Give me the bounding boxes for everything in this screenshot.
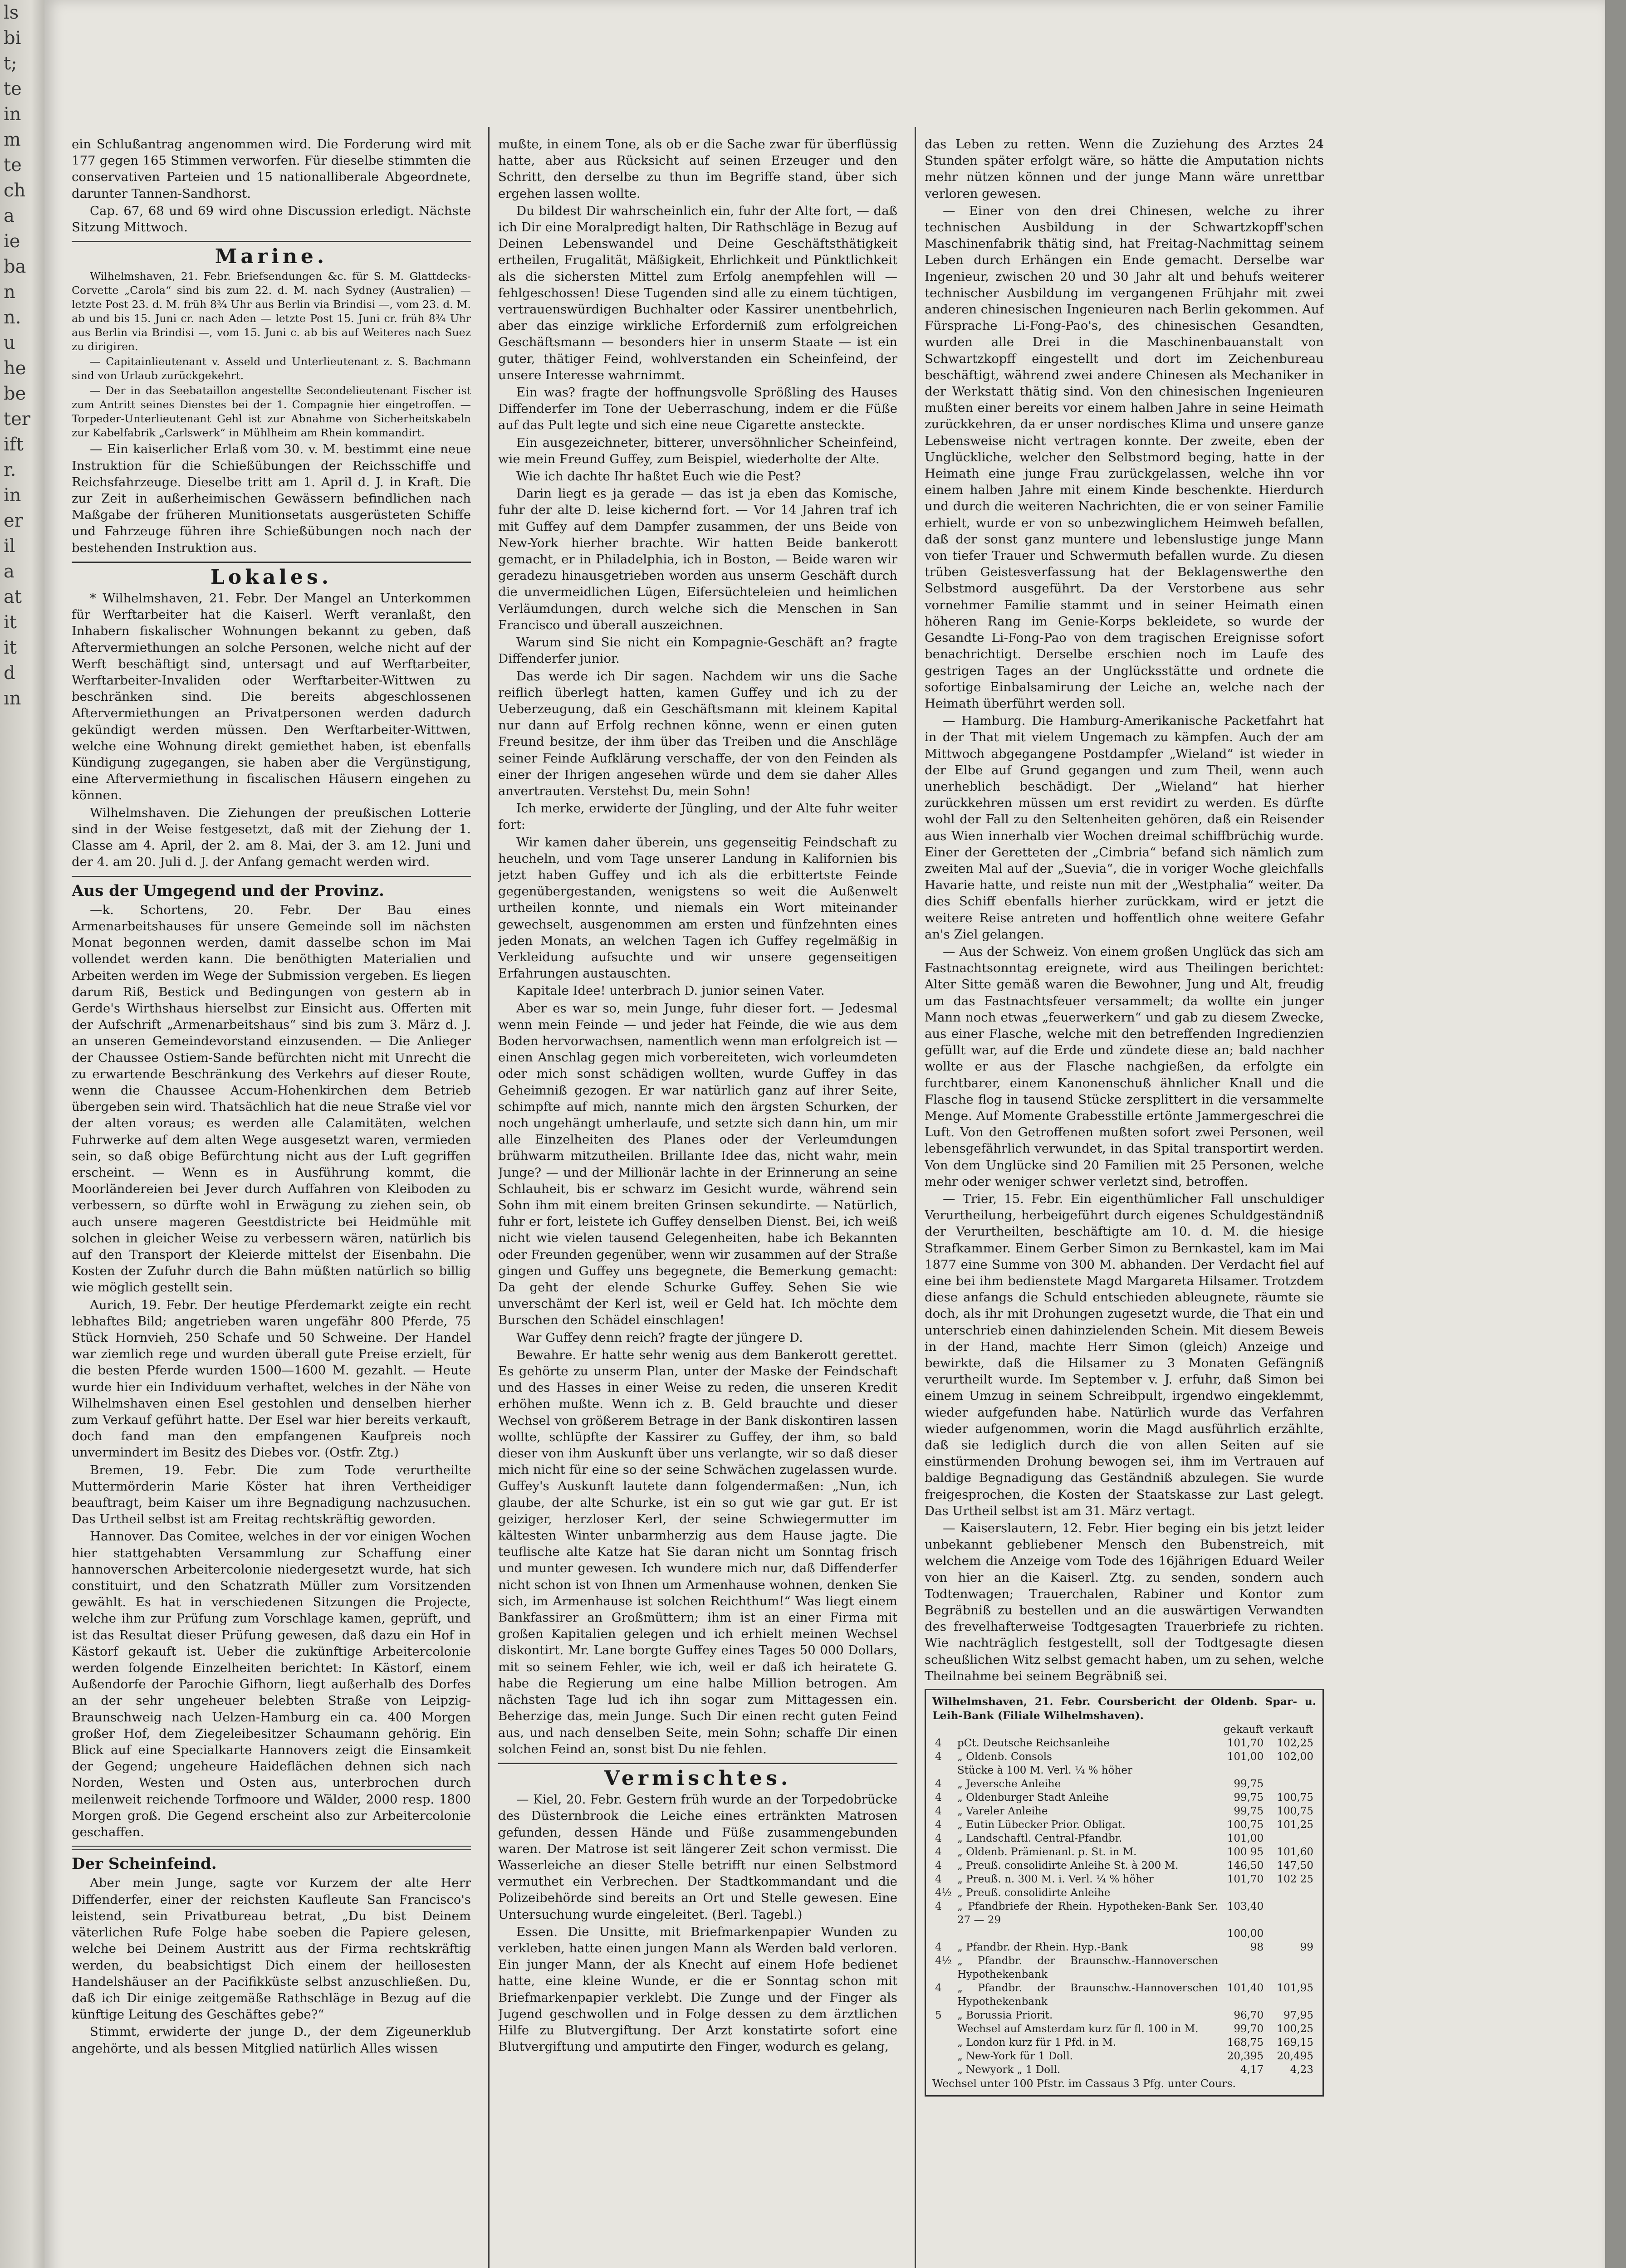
article-paragraph: Essen. Die Unsitte, mit Briefmarkenpapier Wunden zu verkleben, hatte einen jungen Mann als Werden bald verloren. Ein junger Mann, der als Knecht auf einem Hofe bedienet hatte, eine kleine Wunde, er die er Sonntag schon mit Briefmarkenpapier verklebt. Die Zunge und der Finger als Jugend geschwollen und in Folge dessen zu dem ärztlichen Hilfe zu Blutvergiftung. Der Arzt konstatirte sofort eine Blutvergiftung und amputirte den Finger, wodurch es gelang, xyxy=(498,1924,897,2054)
exchange-rate-header: Wilhelmshaven, 21. Febr. Coursbericht der Oldenb. Spar- u. Leih-Bank (Filiale Wilhelmshaven). xyxy=(932,1695,1316,1722)
table-cell: „ Preuß. consolidirte Anleihe xyxy=(957,1887,1111,1899)
article-paragraph: Stimmt, erwiderte der junge D., der dem Zigeunerklub angehörte, und als bessen Mitglied natürlich Alles wissen xyxy=(72,2024,471,2056)
newspaper-page xyxy=(44,0,1605,2268)
table-cell: 4 xyxy=(935,1873,942,1886)
article-paragraph: — Ein kaiserlicher Erlaß vom 30. v. M. bestimmt eine neue Instruktion für die Schießübungen der Reichsschiffe und Reichsfahrzeuge. Dieselbe tritt am 1. April d. J. in Kraft. Die zur Zeit in außerheimischen Gewässern befindlichen nach Maßgabe der früheren Munitionsetats ausgerüsteten Schiffe und Fahrzeuge führen ihre Schießübungen noch nach der bestehenden Instruktion aus. xyxy=(72,442,471,555)
article-paragraph: Wilhelmshaven, 21. Febr. Briefsendungen &c. für S. M. Glattdecks-Corvette „Carola“ sind bis zum 22. d. M. nach Sydney (Australien) — letzte Post 23. d. M. früh 8¾ Uhr aus Berlin via Brindisi —, vom 23. d. M. ab und bis 15. Juni cr. nach Aden — letzte Post 15. Juni cr. früh 8¾ Uhr aus Berlin via Brindisi —, vom 15. Juni c. ab bis auf Weiteres nach Suez zu dirigiren. xyxy=(72,270,471,353)
adjacent-page-fragment: n. xyxy=(4,307,21,328)
table-cell: 101,70 xyxy=(1227,1737,1264,1750)
table-cell xyxy=(932,2063,955,2077)
article-paragraph: Ein ausgezeichneter, bitterer, unversöhnlicher Scheinfeind, wie mein Freund Guffey, zum Beispiel, wiederholte der Alte. xyxy=(498,435,897,466)
table-row xyxy=(932,1981,1316,2009)
table-cell: 99,75 xyxy=(1234,1805,1264,1818)
table-cell xyxy=(1266,1927,1316,1941)
article-paragraph: mußte, in einem Tone, als ob er die Sache zwar für überflüssig hatte, aber aus Rücksicht auf seinen Erzeuger und den Schritt, den derselbe zu thun im Begriffe stand, über sich ergehen lassen wollte. xyxy=(498,137,897,201)
article-paragraph: Aber es war so, mein Junge, fuhr dieser fort. — Jedesmal wenn mein Feinde — und jeder hat Feinde, die wie aus dem Boden hervorwachsen, namentlich wenn man erfolgreich ist — einen Anschlag gegen mich vorbereiteten, wich vorleumdeten oder mich sonst schädigen wollten, wurde Guffey in das Geheimniß gezogen. Er war natürlich ganz auf ihrer Seite, schimpfte auf mich, nannte mich den ärgsten Schurken, der noch ungehängt umherlaufe, und setzte sich dann hin, um mir alle Einzelheiten des Planes oder der Verleumdungen brühwarm mitzutheilen. Brillante Idee das, nicht wahr, mein Junge? — und der Millionär lachte in der Erinnerung an seine Schlauheit, bis er schwarz im Gesicht wurde, während sein Sohn ihm mit einem breiten Grinsen sekundirte. — Natürlich, fuhr er fort, leistete ich Guffey denselben Dienst. Bei, ich weiß nicht wie vielen tausend Gelegenheiten, habe ich Bekannten oder Freunden gegenüber, wenn wir zusammen auf der Straße gingen und Guffey uns begegnete, die Bemerkung gemacht: Da geht der elende Schurke Guffey. Sehen Sie wie unverschämt der Kerl ist, weil er Geld hat. Ich möchte dem Burschen den Schädel einschlagen! xyxy=(498,1001,897,1328)
article-paragraph: —k. Schortens, 20. Febr. Der Bau eines Armenarbeitshauses für unsere Gemeinde soll im nächsten Monat begonnen werden, damit dasselbe schon im Mai vollendet werden kann. Die benöthigten Materialien und Arbeiten werden im Wege der Submission vergeben. Es liegen darum Riß, Bestick und Bedingungen von gestern ab in Gerde's Wirthshaus hierselbst zur Einsicht aus. Offerten mit der Aufschrift „Armenarbeitshaus“ sind bis zum 3. März d. J. an unseren Gemeindevorstand einzusenden. — Die Anlieger der Chaussee Ostiem-Sande befürchten nicht mit Unrecht die zu erwartende Beschränkung des Verkehrs auf dieser Route, wenn die Chaussee Accum-Hohenkirchen dem Betrieb übergeben sein wird. Thatsächlich hat die neue Straße viel vor der alten voraus; es werden alle Calamitäten, welchen Fuhrwerke auf dem alten Wege ausgesetzt waren, vermieden sein, so daß obige Befürchtung nicht aus der Luft gegriffen erscheint. — Wenn es in Ausführung kommt, die Moorländereien bei Jever durch Auffahren von Kleiboden zu verbessern, so dürfte wohl in Erwägung zu ziehen sein, ob auch unsere mageren Geestdistricte bei Heidmühle mit solchen in gleicher Weise zu verbessern wären, natürlich bis auf den Transport der Kleierde mittelst der Eisenbahn. Die Kosten der Zufuhr durch die Bahn müßten natürlich so billig wie möglich gestellt sein. xyxy=(72,902,471,1295)
table-cell: 101,95 xyxy=(1277,1982,1313,1994)
article-paragraph: — Aus der Schweiz. Von einem großen Unglück das sich am Fastnachtsonntag ereignete, wird aus Theilingen berichtet: Alter Sitte gemäß waren die Bewohner, Jung und Alt, freudig um das Fastnachtsfeuer versammelt; da wollte ein junger Mann noch etwas „feuerwerkern“ und gab zu diesem Zwecke, aus einer Flasche, welche mit den betreffenden Ingredienzien gefüllt war, auf die Erde und zündete diese an; bald nachher wollte er aus der Flasche nachgießen, da erfolgte ein furchtbarer, einem Kanonenschuß ähnlicher Knall und die Flasche flog in tausend Stücke zersplittert in die versammelte Menge. Auf Momente Grabesstille ertönte Jammergeschrei die Luft. Von den Getroffenen mußten sofort zwei Personen, weil lebensgefährlich verwundet, in das Spital transportirt werden. Von dem Unglücke sind 20 Familien mit 25 Personen, welche mehr oder weniger schwer verletzt sind, betroffen. xyxy=(925,944,1324,1189)
adjacent-page-fragment: il xyxy=(4,536,15,557)
table-cell: „ Pfandbriefe der Rhein. Hypotheken-Bank Ser. 27 — 29 xyxy=(957,1901,1218,1926)
table-cell: 102,25 xyxy=(1277,1737,1313,1750)
table-cell: 4 xyxy=(935,1901,942,1913)
adjacent-page-fragment: at xyxy=(4,587,22,607)
table-cell: „ Oldenb. Prämienanl. p. St. in M. xyxy=(957,1846,1137,1858)
column-rule xyxy=(915,127,916,2268)
table-row xyxy=(932,1818,1316,1832)
table-cell: „ Landschaftl. Central-Pfandbr. xyxy=(957,1833,1122,1845)
table-header-cell: verkauft xyxy=(1269,1724,1313,1736)
table-header-cell xyxy=(932,1723,955,1736)
table-cell xyxy=(1221,1886,1267,1900)
adjacent-page-fragment: ter xyxy=(4,409,30,430)
table-cell: 100,75 xyxy=(1277,1792,1313,1804)
table-cell: „ Pfandbr. der Braunschw.-Hannoverschen Hypothekenbank xyxy=(957,1955,1218,1981)
table-cell: 20,395 xyxy=(1227,2050,1264,2063)
article-paragraph: Hannover. Das Comitee, welches in der vor einigen Wochen hier stattgehabten Versammlung zur Schaffung einer hannoverschen Arbeitercolonie niedergesetzt wurde, hat sich constituirt, und den Schatzrath Müller zum Vorsitzenden gewählt. Es hat in verschiedenen Sitzungen die Projecte, welche ihm zur Prüfung zum Vorschlage kamen, geprüft, und ist das Resultat dieser Prüfung gewesen, daß dazu ein Hof in Kästorf gekauft ist. Ueber die zukünftige Arbeitercolonie werden folgende Einzelheiten berichtet: In Kästorf, einem Außendorfe der Parochie Gifhorn, liegt außerhalb des Dorfes an der sehr ungeheuer belebten Straße von Leipzig-Braunschweig nach Uelzen-Hamburg ein ca. 400 Morgen großer Hof, dem Ziegeleibesitzer Schaumann gehörig. Ein Blick auf eine Specialkarte Hannovers zeigt die Einsamkeit der Gegend; ungeheure Haideflächen dehnen sich nach Norden, Westen und Osten aus, unterbrochen durch meilenweit reichende Torfmoore und Wälder, 2000 resp. 1800 Morgen groß. Die Gegend erscheint also zur Arbeitercolonie geschaffen. xyxy=(72,1529,471,1840)
table-header-cell: gekauft xyxy=(1223,1724,1264,1736)
table-cell: Stücke à 100 M. Verl. ¼ % höher xyxy=(957,1765,1132,1777)
article-paragraph: — Der in das Seebataillon angestellte Secondelieutenant Fischer ist zum Antritt seines Dienstes bei der 1. Compagnie hier eingetroffen. — Torpeder-Unterlieutenant Gehl ist zur Abnahme von Sicherheitskabeln zur Kabelfabrik „Carlswerk“ in Mühlheim am Rhein kommandirt. xyxy=(72,384,471,440)
adjacent-page-strip xyxy=(0,0,44,2268)
article-paragraph: Aurich, 19. Febr. Der heutige Pferdemarkt zeigte ein recht lebhaftes Bild; angetrieben waren ungefähr 800 Pferde, 75 Stück Hornvieh, 250 Schafe und 50 Schweine. Der Handel war ziemlich rege und wurden überall gute Preise erzielt, für die besten Pferde wurden 1500—1600 M. gezahlt. — Heute wurde hier ein Individuum verhaftet, welches in der Nähe von Wilhelmshaven einen Esel gestohlen und denselben hierher zum Verkauf geführt hatte. Der Esel war hier bereits verkauft, doch fand man den empfangenen Kaufpreis noch unvermindert im Besitz des Diebes vor. (Ostfr. Ztg.) xyxy=(72,1297,471,1460)
table-row xyxy=(932,1900,1316,1927)
table-cell: 4 xyxy=(935,1805,942,1818)
section-divider xyxy=(498,1763,897,1764)
table-cell: 101,00 xyxy=(1227,1833,1264,1845)
adjacent-page-fragment: a xyxy=(4,561,15,582)
table-cell: 99,70 xyxy=(1234,2023,1264,2035)
exchange-rate-table xyxy=(932,1723,1316,2077)
table-cell: „ Oldenb. Consols xyxy=(957,1751,1052,1763)
table-cell xyxy=(1266,1886,1316,1900)
adjacent-page-fragment: in xyxy=(4,104,21,125)
article-paragraph: Darin liegt es ja gerade — das ist ja eben das Komische, fuhr der alte D. leise kichernd fort. — Vor 14 Jahren traf ich mit Guffey auf dem Dampfer zusammen, der uns Beide von New-York hierher brachte. Wir hatten Beide bankerott gemacht, er in Philadelphia, ich in Boston, — Beide waren wir geradezu hinausgetrieben worden aus unserm Geschäft durch die unvermeidlichen Lügen, Eifersüchteleien und heimlichen Verläumdungen, durch welche sich die Menschen in San Francisco und überall auszeichnen. xyxy=(498,486,897,632)
table-cell xyxy=(932,1764,955,1777)
table-row xyxy=(932,1927,1316,1941)
table-cell: 168,75 xyxy=(1227,2037,1264,2049)
article-paragraph: Ein was? fragte der hoffnungsvolle Sprößling des Hauses Diffenderfer im Tone der Ueberraschung, indem er die Füße auf das Pult legte und sich eine neue Cigarette ansteckte. xyxy=(498,385,897,433)
adjacent-page-fragment: te xyxy=(4,78,22,99)
table-cell: „ London kurz für 1 Pfd. in M. xyxy=(957,2037,1117,2049)
table-cell: 4 xyxy=(935,1737,942,1750)
article-paragraph: — Kiel, 20. Febr. Gestern früh wurde an der Torpedobrücke des Düsternbrook die Leiche eines ertränkten Matrosen gefunden, dessen Hände und Füße zusammengebunden waren. Der Matrose ist seit längerer Zeit schon vermisst. Die Wasserleiche an dieser Stelle betrifft nur einen Selbstmord vermuthet ein Verbrechen. Der Stadtkommandant und die Polizeibehörde sind bereits an Ort und Stelle gewesen. Eine Untersuchung wurde eingeleitet. (Berl. Tagebl.) xyxy=(498,1792,897,1922)
table-cell xyxy=(1266,1777,1316,1791)
adjacent-page-fragment: bi xyxy=(4,28,21,49)
adjacent-page-fragment: ls xyxy=(4,2,19,23)
parliament-text: ein Schlußantrag angenommen wird. Die Forderung wird mit 177 gegen 165 Stimmen verworfen. Für dieselbe stimmten die conservativen Parteien und 15 nationalliberale Abgeordnete, darunter Tannen-Sandhorst. xyxy=(72,137,471,201)
table-cell: 5 xyxy=(935,2009,942,2022)
table-cell: 102,00 xyxy=(1277,1751,1313,1763)
column-rule xyxy=(488,127,490,2268)
article-paragraph: Warum sind Sie nicht ein Kompagnie-Geschäft an? fragte Diffenderfer junior. xyxy=(498,635,897,666)
adjacent-page-fragment: ie xyxy=(4,231,20,252)
adjacent-page-fragment: ift xyxy=(4,434,24,455)
section-heading-vermischtes: Vermischtes. xyxy=(604,1766,792,1790)
feuilleton-heading: Der Scheinfeind. xyxy=(72,1855,217,1873)
table-cell xyxy=(1221,1954,1267,1981)
adjacent-page-fragment: it xyxy=(4,612,17,633)
adjacent-page-fragment: r. xyxy=(4,459,16,480)
table-cell: 4 xyxy=(935,1846,942,1858)
adjacent-page-fragment: in xyxy=(4,485,21,506)
table-cell xyxy=(1221,1764,1267,1777)
adjacent-page-fragment: u xyxy=(4,332,15,353)
parliament-text: Cap. 67, 68 und 69 wird ohne Discussion erledigt. Nächste Sitzung Mittwoch. xyxy=(72,203,471,235)
section-divider xyxy=(72,241,471,242)
adjacent-page-fragment: m xyxy=(4,129,21,150)
adjacent-page-fragment: er xyxy=(4,510,23,531)
table-row xyxy=(932,1804,1316,1818)
article-paragraph: Kapitale Idee! unterbrach D. junior seinen Vater. xyxy=(516,983,825,998)
article-paragraph: Bremen, 19. Febr. Die zum Tode verurtheilte Muttermörderin Marie Köster hat ihren Vertheidiger beauftragt, beim Kaiser um ihre Begnadigung nachzusuchen. Das Urtheil selbst ist am Freitag rechtskräftig geworden. xyxy=(72,1462,471,1527)
article-paragraph: Das werde ich Dir sagen. Nachdem wir uns die Sache reiflich überlegt hatten, kamen Guffey und ich zu der Ueberzeugung, daß ein Geschäftsmann mit kleinem Kapital nur dann auf Erfolg rechnen könne, wenn er einen guten Freund besitze, der ihm über das Treiben und die Anschläge seiner Feinde Aufklärung verschaffe, der von den Feinden als einer der Ihrigen angesehen würde und dem sie daher Alles anvertrauten. Verstehst Du, mein Sohn! xyxy=(498,669,897,798)
table-cell: „ Newyork „ 1 Doll. xyxy=(957,2064,1061,2076)
table-cell xyxy=(932,2049,955,2063)
table-cell: „ Pfandbr. der Rhein. Hyp.-Bank xyxy=(957,1941,1128,1954)
table-cell: 4 xyxy=(935,1819,942,1831)
table-row xyxy=(932,1750,1316,1764)
article-paragraph: War Guffey denn reich? fragte der jüngere D. xyxy=(516,1330,803,1345)
table-cell: 4½ xyxy=(935,1955,952,1967)
exchange-rate-footer: Wechsel unter 100 Pfstr. im Cassaus 3 Pfg. unter Cours. xyxy=(932,2077,1236,2090)
table-row xyxy=(932,2063,1316,2077)
table-cell: 100,75 xyxy=(1277,1805,1313,1818)
table-cell: 101,70 xyxy=(1227,1873,1264,1886)
table-cell: 101,40 xyxy=(1227,1982,1264,1994)
article-paragraph: Du bildest Dir wahrscheinlich ein, fuhr der Alte fort, — daß ich Dir eine Moralpredigt halten, Dir Rathschläge in Bezug auf Deinen Lebenswandel und Deine Geschäftsthätigkeit ertheilen, Frugalität, Mäßigkeit, Ehrlichkeit und Pünktlichkeit als die sichersten Mittel zum Erfolg anempfehlen will — fehlgeschossen! Diese Tugenden sind alle zu einem tüchtigen, vertrauenswürdigen Buchhalter oder Kassirer unentbehrlich, aber das einzige wirkliche Erforderniß zum erfolgreichen Geschäftsmann — besonders hier in unserm Staate — ist ein guter, thätiger Feind, wohlverstanden ein Scheinfeind, der unsere Interesse wahrnimmt. xyxy=(498,203,897,382)
column-3 xyxy=(925,136,1324,2268)
article-paragraph: Wilhelmshaven. Die Ziehungen der preußischen Lotterie sind in der Weise festgesetzt, daß mit der Ziehung der 1. Classe am 4. April, der 2. am 8. Mai, der 3. am 12. Juni und der 4. am 20. Juli d. J. der Anfang gemacht werden wird. xyxy=(72,805,471,870)
table-row xyxy=(932,1941,1316,1954)
table-cell: Wechsel auf Amsterdam kurz für fl. 100 in M. xyxy=(957,2023,1199,2035)
article-paragraph: Wir kamen daher überein, uns gegenseitig Feindschaft zu heucheln, und vom Tage unserer Landung in Kalifornien bis jetzt haben Guffey und ich als die erbittertste Feinde gegenübergestanden, wenigstens so weit die Außenwelt urtheilen konnte, und niemals ein Wort miteinander gewechselt, ausgenommen am ersten und fünfzehnten eines jeden Monats, an welchen Tagen ich Guffey regelmäßig in Verkleidung aufsuchte und wir unsere gegenseitigen Erfahrungen austauschten. xyxy=(498,835,897,981)
article-paragraph: Ich merke, erwiderte der Jüngling, und der Alte fuhr weiter fort: xyxy=(498,801,897,832)
table-row xyxy=(932,2049,1316,2063)
table-header-cell xyxy=(955,1723,1221,1736)
table-cell: 4 xyxy=(935,1792,942,1804)
table-cell: 100,00 xyxy=(1227,1928,1264,1940)
article-paragraph: — Kaiserslautern, 12. Febr. Hier beging ein bis jetzt leider unbekannt gebliebener Mensch den Bubenstreich, mit welchem die Anzeige vom Tode des 16jährigen Eduard Weiler von hier an die Kaiserl. Ztg. zu senden, sondern auch Todtenwagen; Trauerchalen, Rabiner und Kontor zum Begräbniß zu bestellen und an die auswärtigen Verwandten des frevelhafterweise Todtgesagten Trauerbriefe zu richten. Wie nachträglich festgestellt, soll der Todtgesagte diesen scheußlichen Witz selbst gemacht haben, um zu sehen, welche Theilnahme bei seinem Begräbniß sei. xyxy=(925,1521,1324,1683)
adjacent-page-fragment: ın xyxy=(4,688,21,709)
table-cell: 99 xyxy=(1300,1941,1313,1954)
table-cell: 99,75 xyxy=(1234,1792,1264,1804)
section-divider xyxy=(72,562,471,563)
table-cell: 101,60 xyxy=(1277,1846,1313,1858)
table-cell: „ New-York für 1 Doll. xyxy=(957,2050,1073,2063)
table-cell: 4½ xyxy=(935,1887,952,1899)
column-1 xyxy=(72,136,471,2268)
table-cell: „ Pfandbr. der Braunschw.-Hannoverschen Hypothekenbank xyxy=(957,1982,1218,2008)
article-paragraph: * Wilhelmshaven, 21. Febr. Der Mangel an Unterkommen für Werftarbeiter hat die Kaiserl. Werft veranlaßt, den Inhabern fiskalischer Wohnungen bekannt zu geben, daß Aftervermiethungen an solche Personen, welche nicht auf der Werft beschäftigt sind, untersagt und auf Werftarbeiter, Werftarbeiter-Invaliden oder Werftarbeiter-Wittwen zu beschränken sind. Die bereits abgeschlossenen Aftervermiethungen an Privatpersonen werden dadurch gekündigt werden müssen. Den Werftarbeiter-Wittwen, welche eine Wohnung direkt gemiethet haben, ist ebenfalls Kündigung zugegangen, sie haben aber die Vergünstigung, eine Aftervermiethung in fiscalischen Häusern eingehen zu können. xyxy=(72,591,471,803)
adjacent-page-fragment: ba xyxy=(4,256,26,277)
table-cell: „ Vareler Anleihe xyxy=(957,1805,1048,1818)
table-row xyxy=(932,1791,1316,1804)
table-cell: 4,23 xyxy=(1290,2064,1313,2076)
table-cell xyxy=(1266,1900,1316,1927)
table-cell xyxy=(1266,1832,1316,1845)
table-row xyxy=(932,2036,1316,2049)
adjacent-page-fragment: it xyxy=(4,637,17,658)
article-paragraph: Aber mein Junge, sagte vor Kurzem der alte Herr Diffenderfer, einer der reichsten Kaufleute San Francisco's leistend, sein Privatbureau betrat, „Du bist Deinem väterlichen Rufe Folge habe soeben die Papiere gelesen, welche bei Deinem Austritt aus der Firma rechtskräftig werden, du beabsichtigst Dich einem der heillosesten Handelshäuser an der Pacifikküste selbst anzuschließen. Du, daß ich Dir einige zeitgemäße Rathschläge in Bezug auf die künftige Leitung des Geschäftes gebe?“ xyxy=(72,1876,471,2022)
table-cell: pCt. Deutsche Reichsanleihe xyxy=(957,1737,1110,1750)
table-cell: 100,25 xyxy=(1277,2023,1313,2035)
table-cell: 4 xyxy=(935,1778,942,1790)
table-cell: „ Preuß. n. 300 M. i. Verl. ¼ % höher xyxy=(957,1873,1154,1886)
table-cell: 96,70 xyxy=(1234,2009,1264,2022)
column-2 xyxy=(498,136,897,2268)
table-cell: 98 xyxy=(1250,1941,1264,1954)
table-cell: „ Preuß. consolidirte Anleihe St. à 200 M. xyxy=(957,1860,1179,1872)
section-divider xyxy=(72,876,471,877)
table-cell: 147,50 xyxy=(1277,1860,1313,1872)
adjacent-page-fragment: he xyxy=(4,358,26,379)
table-cell xyxy=(932,2022,955,2036)
exchange-rate-box xyxy=(925,1689,1324,2097)
article-paragraph: — Capitainlieutenant v. Asseld und Unterlieutenant z. S. Bachmann sind von Urlaub zurückgekehrt. xyxy=(72,355,471,382)
adjacent-page-fragment: ch xyxy=(4,180,26,201)
table-cell: 169,15 xyxy=(1277,2037,1313,2049)
table-cell: 101,00 xyxy=(1227,1751,1264,1763)
table-cell: „ Jeversche Anleihe xyxy=(957,1778,1061,1790)
table-cell: „ Borussia Priorit. xyxy=(957,2009,1053,2022)
adjacent-page-fragment: be xyxy=(4,383,26,404)
table-row xyxy=(932,1736,1316,1750)
table-cell xyxy=(1266,1954,1316,1981)
table-cell: 103,40 xyxy=(1227,1901,1264,1913)
table-cell: 4 xyxy=(935,1982,942,1994)
adjacent-page-fragment: a xyxy=(4,205,15,226)
adjacent-page-fragment: n xyxy=(4,282,15,303)
table-cell xyxy=(932,1927,955,1941)
table-row xyxy=(932,2009,1316,2022)
article-paragraph: Wie ich dachte Ihr haßtet Euch wie die Pest? xyxy=(516,469,801,484)
table-cell xyxy=(1266,1764,1316,1777)
table-row xyxy=(932,1859,1316,1872)
table-row xyxy=(932,1954,1316,1981)
table-cell: 97,95 xyxy=(1283,2009,1313,2022)
table-cell: 20,495 xyxy=(1277,2050,1313,2063)
table-row xyxy=(932,1845,1316,1859)
adjacent-page-fragment: d xyxy=(4,663,15,684)
article-paragraph: — Hamburg. Die Hamburg-Amerikanische Packetfahrt hat in der That mit vielem Ungemach zu kämpfen. Auch der am Mittwoch abgegangene Postdampfer „Wieland“ ist wieder in der Elbe auf Grund gegangen und zum Theil, wenn auch unerheblich beschädigt. Der „Wieland“ hat hierher zurückkehren müssen um erst revidirt zu werden. Es dürfte wohl der Fall zu den Seltenheiten gehören, daß ein Reisender aus Wien innerhalb vier Wochen dreimal schiffbrüchig wurde. Einer der Geretteten der „Cimbria“ befand sich nämlich zum zweiten Mal auf der „Suevia“, die in voriger Woche gleichfalls Havarie hatte, und reiste nun mit der „Westphalia“ weiter. Da dies Schiff ebenfalls hierher zurückkam, wird er jetzt die weitere Reise antreten und hoffentlich ohne weitere Gefahr an's Ziel gelangen. xyxy=(925,714,1324,942)
article-paragraph: — Einer von den drei Chinesen, welche zu ihrer technischen Ausbildung in der Schwartzkopff'schen Maschinenfabrik thätig sind, hat Freitag-Nachmittag seinem Leben durch Erhängen ein Ende gemacht. Derselbe war Ingenieur, zwischen 20 und 30 Jahr alt und behufs weiterer technischer Ausbildung im vergangenen Frühjahr mit zwei anderen chinesischen Ingenieuren nach Berlin gekommen. Auf Fürsprache Li-Fong-Pao's, des chinesischen Gesandten, wurden alle Drei in die Maschinenbauanstalt von Schwartzkopff eingestellt und dort im Zeichenbureau beschäftigt, während zwei andere Chinesen als Mechaniker in der Werkstatt thätig sind. Von den chinesischen Ingenieuren mußten einer bereits vor einem halben Jahre in seine Heimath zurückkehren, da er unser nordisches Klima und unsere ganze Lebensweise nicht vertragen konnte. Der zweite, eben der Unglückliche, welcher den Selbstmord beging, hatte in der Heimath eine junge Frau zurückgelassen, welche ihn vor einem halben Jahre mit einem Kinde beschenkte. Hierdurch und durch die weiteren Nachrichten, die er von seiner Familie erhielt, wurde er von so unbezwinglichem Heimweh befallen, daß der sonst ganz muntere und lebenslustige junge Mann von tiefer Trauer und Schwermuth befallen wurde. Zu diesen trüben Geistesverfassung hat der Beklagenswerthe den Selbstmord ausgeführt. Da der Verstorbene aus sehr vornehmer Familie stammt und in seiner Heimath einen höheren Rang im Genie-Korps bekleidete, so wurde der Gesandte Li-Fong-Pao von dem tragischen Ereignisse sofort benachrichtigt. Derselbe erschien noch im Laufe des gestrigen Tages an der Unglücksstätte und ordnete die sofortige Einbalsamirung der Leiche an, welche nach der Heimath überführt werden soll. xyxy=(925,203,1324,711)
table-row xyxy=(932,1777,1316,1791)
table-cell: 4 xyxy=(935,1860,942,1872)
adjacent-page-fragment: t; xyxy=(4,53,17,74)
section-heading-lokales: Lokales. xyxy=(210,565,333,589)
table-cell: 102 25 xyxy=(1277,1873,1313,1886)
table-cell: 146,50 xyxy=(1227,1860,1264,1872)
table-row xyxy=(932,1832,1316,1845)
table-row xyxy=(932,2022,1316,2036)
article-paragraph: Bewahre. Er hatte sehr wenig aus dem Bankerott gerettet. Es gehörte zu unserm Plan, unter der Maske der Feindschaft und des Hasses in einer Weise zu reden, die unseren Kredit erhöhen mußte. Wenn ich z. B. Geld brauchte und dieser Wechsel von größerem Betrage in der Bank diskontiren lassen wollte, schlüpfte der Kassirer zu Guffey, der ihm, so bald dieser von ihm Auskunft über uns verlangte, wir so daß dieser mich nicht für eine so der seine Schwächen zugelassen wurde. Guffey's Auskunft lautete dann folgendermaßen: „Nun, ich glaube, der alte Schurke, ist ein so gut wie gar gut. Er ist geiziger, herzloser Kerl, der seine Schwiegermutter im kältesten Winter unbarmherzig aus dem Hause jagte. Die teuflische alte Katze hat Sie daran nicht um Sonntag frisch und munter gewesen. Ich wundere mich nur, daß Diffenderfer nicht schon ist von Ihnen um Armenhause wohnen, denken Sie sich, im Armenhause ist solchen Reichthum!“ Was liegt einem Bankfassirer an Großmüttern; ihm ist an einer Firma mit großen Kapitalien gelegen und ich erhielt meinen Wechsel diskontirt. Mr. Lane borgte Guffey eines Tages 50 000 Dollars, mit so seinem Fehler, wie ich, weil er daß ich heiratete G. habe die Regierung um eine halbe Million betrogen. Am nächsten Tage lud ich ihn sogar zum Mittagessen ein. Beherzige das, mein Junge. Such Dir einen recht guten Feind aus, und nach denselben Seite, mein Sohn; schaffe Dir einen solchen Feind an, sonst bist Du nie fehlen. xyxy=(498,1347,897,1756)
table-cell: 4 xyxy=(935,1751,942,1763)
section-heading-marine: Marine. xyxy=(215,245,328,269)
table-cell xyxy=(955,1927,1221,1941)
section-divider xyxy=(72,1846,471,1850)
table-cell: „ Oldenburger Stadt Anleihe xyxy=(957,1792,1109,1804)
table-row xyxy=(932,1872,1316,1886)
table-cell: 99,75 xyxy=(1234,1778,1264,1790)
adjacent-page-fragment: te xyxy=(4,155,22,176)
table-cell xyxy=(932,2036,955,2049)
table-cell: 4 xyxy=(935,1941,942,1954)
table-cell: 4,17 xyxy=(1240,2064,1264,2076)
table-cell: 101,25 xyxy=(1277,1819,1313,1831)
table-row xyxy=(932,1764,1316,1777)
table-cell: „ Eutin Lübecker Prior. Obligat. xyxy=(957,1819,1126,1831)
table-header-row xyxy=(932,1723,1316,1736)
article-paragraph: das Leben zu retten. Wenn die Zuziehung des Arztes 24 Stunden später erfolgt wäre, so hätte die Amputation nichts mehr nützen können und der junge Mann wäre unrettbar verloren gewesen. xyxy=(925,137,1324,201)
table-cell: 100 95 xyxy=(1227,1846,1264,1858)
article-paragraph: — Trier, 15. Febr. Ein eigenthümlicher Fall unschuldiger Verurtheilung, herbeigeführt durch eigenes Schuldgeständniß der Verurtheilten, beschäftigte am 10. d. M. die hiesige Strafkammer. Einem Gerber Simon zu Bernkastel, kam im Mai 1877 eine Summe von 300 M. abhanden. Der Verdacht fiel auf eine bei ihm bedienstete Magd Margareta Hilsamer. Trotzdem diese anfangs die Schuld entschieden ableugnete, räumte sie doch, als ihr mit Drohungen zugesetzt wurde, die That ein und unterschrieb einen dahinzielenden Schein. Mit diesem Beweis in der Hand, machte Herr Simon (gleich) Anzeige und bewirkte, daß die Hilsamer zu 3 Monaten Gefängniß verurtheilt wurde. Im September v. J. erfuhr, daß Simon bei einem Umzug in seinem Schreibpult, irgendwo eingeklemmt, wieder aufgefunden habe. Natürlich wurde das Verfahren wieder aufgenommen, worin die Magd ausführlich erzählte, daß sie lediglich durch die von allen Seiten auf sie einstürmenden Drohung bewogen sei, ihm im Vertrauen auf baldige Begnadigung das Geständniß abzulegen. Sie wurde freigesprochen, die Kosten der Staatskasse zur Last gelegt. Das Urtheil selbst ist am 31. März vertagt. xyxy=(925,1192,1324,1518)
table-cell: 4 xyxy=(935,1833,942,1845)
section-heading-umgegend: Aus der Umgegend und der Provinz. xyxy=(72,881,384,900)
table-cell: 100,75 xyxy=(1227,1819,1264,1831)
table-row xyxy=(932,1886,1316,1900)
